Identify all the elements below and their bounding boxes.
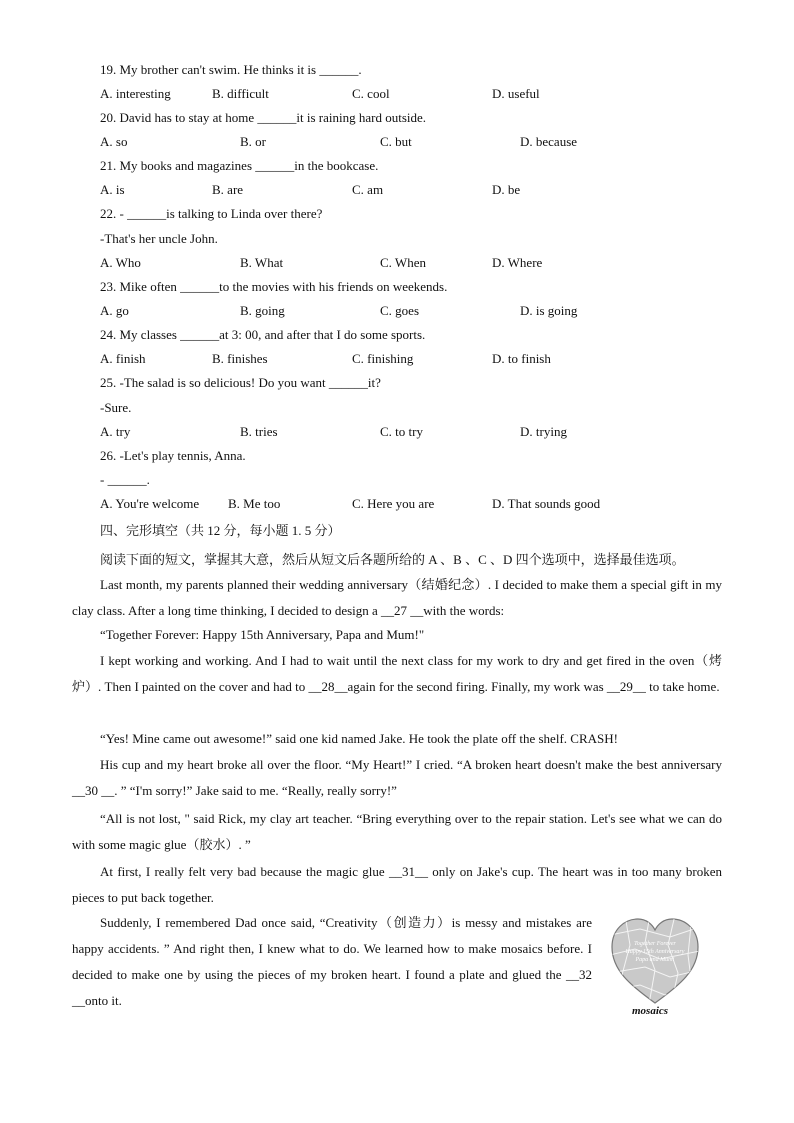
q24-option-a: A. finish (100, 351, 146, 366)
q19-option-d: D. useful (492, 86, 540, 101)
q25-option-d: D. trying (520, 424, 567, 439)
passage-text: Last month, my parents planned their wedding anniversary（结婚纪念）. I decided to make them a special gift in my clay class. After a long time thinking, I decided to design a __27 __with the words: (72, 577, 722, 618)
passage-text: “Yes! Mine came out awesome!” said one kid named Jake. He took the plate off the shelf. CRASH! (100, 731, 618, 746)
figure-caption: mosaics (632, 1005, 669, 1017)
q25-option-a: A. try (100, 424, 131, 439)
q20-option-b: B. or (240, 134, 266, 149)
passage-paragraph-3 (72, 726, 722, 752)
question-22-stem: 22. - ______is talking to Linda over there? (100, 206, 323, 221)
question-21-stem: 21. My books and magazines ______in the bookcase. (100, 158, 379, 173)
q22-option-c: C. When (380, 255, 426, 270)
q20-option-d: D. because (520, 134, 578, 149)
question-22-reply: -That's her uncle John. (100, 231, 218, 246)
q19-option-a: A. interesting (100, 86, 171, 101)
q23-option-d: D. is going (520, 303, 578, 318)
figure-line-1: Together Forever (634, 941, 676, 947)
q22-option-a: A. Who (100, 255, 141, 270)
q24-option-d: D. to finish (492, 351, 551, 366)
passage-paragraph-5 (72, 806, 722, 858)
q21-option-d: D. be (492, 182, 521, 197)
q22-option-b: B. What (240, 255, 284, 270)
passage-text: Suddenly, I remembered Dad once said, “Creativity（创造力）is messy and mistakes are happy accidents. ” And right then, I knew what to do. We learned how to make mosaics before. I decided to make one by using the pieces of my broken heart. I found a plate and glued the __32 __onto it. (72, 915, 592, 1008)
q21-option-b: B. are (212, 182, 244, 197)
passage-text: His cup and my heart broke all over the floor. “My Heart!” I cried. “A broken heart doesn't make the best anniversary __30 __. ” “I'm sorry!” Jake said to me. “Really, really sorry!” (72, 757, 722, 798)
passage-quote (72, 622, 722, 648)
passage-paragraph-2 (72, 648, 722, 700)
figure-line-3: Papa and Mum! (635, 957, 675, 963)
question-26-stem: 26. -Let's play tennis, Anna. (100, 448, 246, 463)
question-24-stem: 24. My classes ______at 3: 00, and after that I do some sports. (100, 327, 426, 342)
section-title: 四、完形填空（共 12 分，每小题 1. 5 分） (100, 523, 341, 538)
passage-text: “Together Forever: Happy 15th Anniversary, Papa and Mum!" (100, 627, 425, 642)
question-19-stem: 19. My brother can't swim. He thinks it is ______. (100, 62, 362, 77)
q24-option-b: B. finishes (212, 351, 268, 366)
q25-option-b: B. tries (240, 424, 278, 439)
question-26-reply: - ______. (100, 472, 150, 487)
q20-option-c: C. but (380, 134, 412, 149)
q23-option-b: B. going (240, 303, 285, 318)
q22-option-d: D. Where (492, 255, 543, 270)
question-25-stem: 25. -The salad is so delicious! Do you want ______it? (100, 375, 381, 390)
passage-paragraph-7 (72, 910, 592, 1014)
section-instruction: 阅读下面的短文，掌握其大意，然后从短文后各题所给的 A 、B 、C 、D 四个选项中，选择最佳选项。 (100, 552, 685, 567)
q26-option-a: A. You're welcome (100, 496, 200, 511)
passage-text: At first, I really felt very bad because the magic glue __31__ only on Jake's cup. The heart was in too many broken pieces to put back together. (72, 864, 722, 905)
q23-option-a: A. go (100, 303, 129, 318)
q25-option-c: C. to try (380, 424, 423, 439)
q26-option-b: B. Me too (228, 496, 281, 511)
passage-paragraph-1 (72, 572, 722, 624)
q26-option-d: D. That sounds good (492, 496, 601, 511)
question-20-stem: 20. David has to stay at home ______it is raining hard outside. (100, 110, 427, 125)
q19-option-b: B. difficult (212, 86, 269, 101)
q23-option-c: C. goes (380, 303, 419, 318)
figure-line-2: Happy 15th Anniversary (625, 949, 685, 955)
passage-text: I kept working and working. And I had to wait until the next class for my work to dry and get fired in the oven（烤炉）. Then I painted on the cover and had to __28__again for the second firing. Finally, my work was __29__ to take home. (72, 653, 722, 694)
q26-option-c: C. Here you are (352, 496, 435, 511)
q20-option-a: A. so (100, 134, 128, 149)
question-25-reply: -Sure. (100, 400, 132, 415)
passage-paragraph-4 (72, 752, 722, 804)
q21-option-c: C. am (352, 182, 384, 197)
q24-option-c: C. finishing (352, 351, 414, 366)
passage-text: “All is not lost, " said Rick, my clay art teacher. “Bring everything over to the repair station. Let's see what we can do with some magic glue（胶水）. ” (72, 811, 722, 852)
q21-option-a: A. is (100, 182, 125, 197)
q19-option-c: C. cool (352, 86, 390, 101)
question-23-stem: 23. Mike often ______to the movies with his friends on weekends. (100, 279, 448, 294)
passage-paragraph-6 (72, 859, 722, 911)
